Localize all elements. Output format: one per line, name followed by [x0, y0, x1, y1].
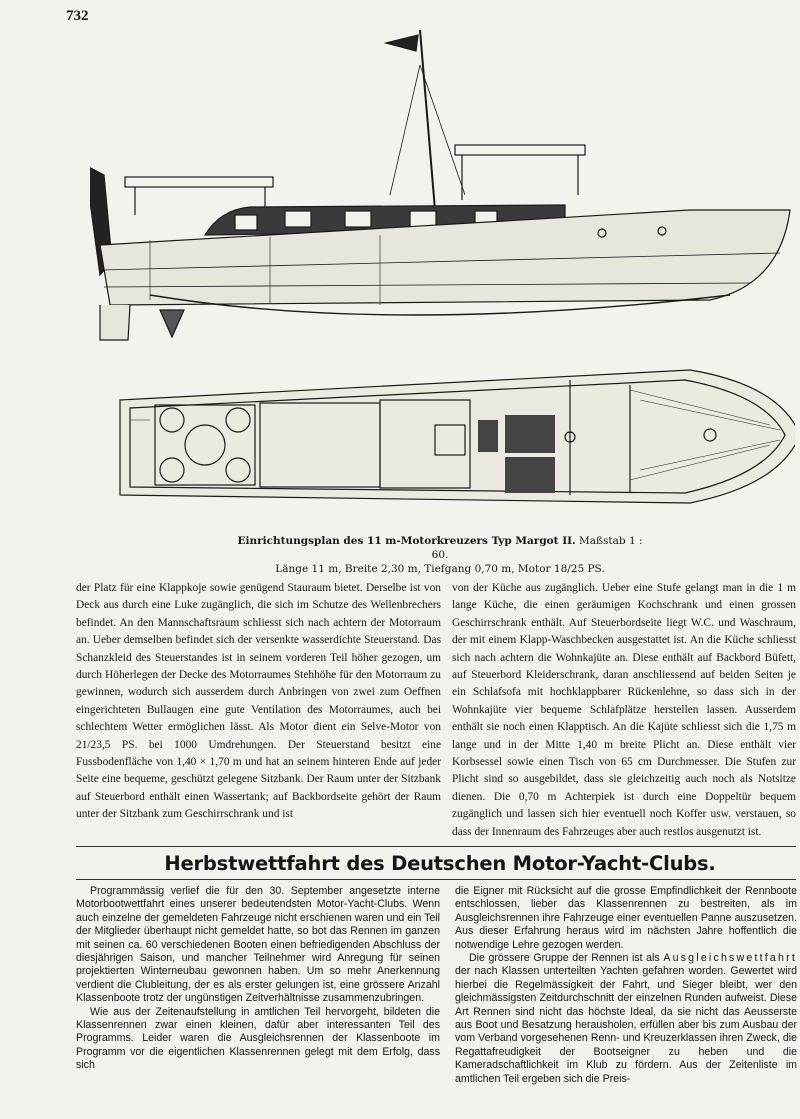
article2-right-p2-b: der nach Klassen unterteilten Yachten gefahren worden. Gewertet wird hierbei die Regelmässigkeit der Fahrt, und Sieger bleibt, wer den gleichmässigsten Zeitdurchschnitt der einzelnen Runden aufweist. Diese Art Rennen sind nicht das höchste Ideal, da sie nicht das Aeusserste aus Boot und Besatzung herausholen, erfüllen aber bis zum Ausbau der vom Verband vorgesehenen Renn- und Kreuzerklassen ihren Zweck, die Regattafreudigkeit der Bootseigner zu heben und die Kameradschaftlichkeit im Klub zu fördern. Aus der Zeitenliste im amtlichen Teil ergeben sich die Preis-: [455, 965, 797, 1085]
article2-right-p2-spaced: Ausgleichswettfahrt: [663, 952, 797, 965]
article2-right-p2-a: Die grössere Gruppe der Rennen ist als: [469, 952, 664, 965]
article2-right-p1: die Eigner mit Rücksicht auf die grosse Empfindlichkeit der Rennboote entschlossen, lieber das Klassenrennen zu bestreiten, als im Ausgleichsrennen ihre Fahrzeuge einer eventuellen Panne auszusetzen. Aus dieser Erfahrung heraus wird im nächsten Jahre hoffentlich die notwendige Lehre gezogen werden.: [455, 885, 797, 951]
section-divider-bottom: [76, 879, 796, 880]
article2-left-column: [76, 885, 440, 1073]
article2-left-p2: Wie aus der Zeitenaufstellung in amtlichen Teil hervorgeht, bildeten die Klassenrennen zwar einen kleinen, dafür aber interessanten Teil des Programms. Leider waren die Ausgleichsrennen der Klassenboote im Programm vor die eigentlichen Klassenrennen gelegt mit dem Erfolg, dass sich: [76, 1005, 440, 1072]
propeller: [160, 310, 184, 337]
page-number: 732: [66, 8, 89, 24]
article1-left-text: der Platz für eine Klappkoje sowie genügend Stauraum bietet. Derselbe ist von Deck aus durch eine Luke zugänglich, die sich im Schutze des Wellenbrechers befindet. An den Mannschaftsraum schliesst sich nach achtern der Motorraum an. Ueber demselben befindet sich der versenkte wasserdichte Steuerstand. Das Schanzkleid des Steuerstandes ist in seinem vorderen Teil höher gezogen, um durch Höherlegen der Decke des Motorraumes Stehhöhe für den Motorraum zu gewinnen, wodurch sich ausserdem durch Anbringen von zwei zum Oeffnen eingerichteten Bullaugen eine gute Ventilation des Motorraumes, auch bei schlechtem Wetter ermöglichen lässt. Als Motor dient ein Selve-Motor von 21/23,5 PS. bei 1000 Umdrehungen. Der Steuerstand besitzt eine Fussbodenfläche von 1,40 × 1,70 m und hat an seinem hinteren Ende auf jeder Seite eine bequeme, geschützt gelegene Sitzbank. Der Raum unter der Sitzbank auf Steuerbord enthält einen Wassertank; auf Backbordseite gehört der Raum unter der Sitzbank zum Geschirrschrank und ist: [76, 582, 441, 821]
article2-right-column: [455, 885, 797, 1086]
deck-plan-outline: [120, 370, 795, 503]
article1-right-text: von der Küche aus zugänglich. Ueber eine Stufe gelangt man in die 1 m lange Küche, die einen geräumigen Kochschrank und einen grossen Geschirrschrank enthält. Auf Steuerbordseite liegt W.C. und Waschraum, der mit einem Klapp-Waschbecken ausgestattet ist. An die Küche schliesst sich nach achtern die Wohnkajüte an. Diese enthält auf Backbord Büfett, auf Steuerbord Kleiderschrank, daran anschliessend auf beiden Seiten je ein Schlafsofa mit hochklappbarer Rückenlehne, so dass sich in der Wohnkajüte vier bequeme Schlafplätze herstellen lassen. Ausserdem enthält sie noch einen Klapptisch. An die Kajüte schliesst sich die 1,75 m lange und in der Mitte 1,40 m breite Plicht an. Diese enthält vier Korbsessel sowie einen Tisch von 65 cm Durchmesser. Die Stufen zur Plicht sind so ausgebildet, dass sie gleichzeitig auch noch als Notsitze dienen. Die 0,70 m Achterpiek ist durch eine Doppeltür bequem zugänglich und lassen sich hier eventuell noch Koffer usw. verstauen, so dass der Innenraum des Fahrzeuges aber auch restlos ausgenutzt ist.: [452, 582, 796, 838]
mast: [420, 30, 435, 210]
caption-specs: Länge 11 m, Breite 2,30 m, Tiefgang 0,70 m, Motor 18/25 PS.: [275, 563, 605, 575]
section-divider-top: [76, 846, 796, 847]
article2-right-p2: [455, 952, 797, 1086]
mast-flag: [386, 35, 418, 51]
caption-scale: Maßstab 1 : 60.: [431, 535, 643, 561]
article1-right-column: [452, 580, 796, 841]
article2-left-p1: Programmässig verlief die für den 30. September angesetzte interne Motorbootwettfahrt eines unserer bedeutendsten Motor-Yacht-Clubs. Wenn auch einzelne der gemeldeten Fahrzeuge nicht erschienen waren und ein Teil der Mitglieder überhaupt nicht gemeldet hatte, so bot das Rennen im ganzen mit seinen ca. 60 verschiedenen Booten einen befriedigenden Abschluss der diesjährigen Saison, und mancher Teilnehmer wird Anregung für seinen projektierten Winterneubau gewonnen haben. Um so mehr Anerkennung verdient die Clubleitung, der es als erster gelungen ist, eine grössere Anzahl Klassenboote trotz der ungünstigen Zeitverhältnisse zusammenzubringen.: [76, 885, 440, 1005]
caption-title: Einrichtungsplan des 11 m-Motorkreuzers Typ Margot II.: [237, 535, 576, 547]
article1-left-column: [76, 580, 441, 824]
figure-caption: [230, 534, 650, 576]
hull-side: [100, 210, 790, 305]
boat-plan-figure: [90, 25, 795, 525]
article2-title: Herbstwettfahrt des Deutschen Motor-Yacht-Clubs.: [164, 852, 716, 875]
